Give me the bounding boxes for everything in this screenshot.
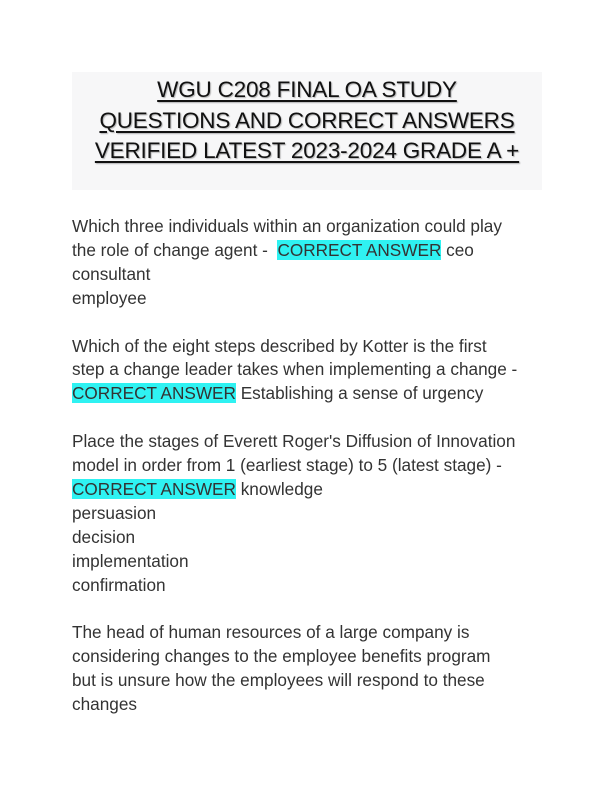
question-line: changes: [72, 694, 137, 715]
answer-line: consultant: [72, 263, 151, 284]
correct-answer-highlight: CORRECT ANSWER: [72, 383, 236, 404]
document-title: [72, 72, 542, 167]
question-line: model in order from 1 (earliest stage) to 5 (latest stage) -: [72, 455, 502, 476]
answer-text: Establishing a sense of urgency: [235, 383, 484, 404]
correct-answer-highlight: CORRECT ANSWER: [72, 478, 236, 499]
title-banner: [72, 72, 542, 190]
answer-line: confirmation: [72, 574, 166, 595]
answer-line: [72, 478, 552, 502]
answer-line: implementation: [72, 550, 189, 571]
answer-text: ceo: [441, 239, 474, 260]
question-line: [72, 239, 552, 263]
qa-list: [72, 215, 552, 741]
question-line: The head of human resources of a large company is: [72, 622, 470, 643]
question-line: Which of the eight steps described by Kotter is the first: [72, 335, 487, 356]
title-line: QUESTIONS AND CORRECT ANSWERS: [99, 107, 515, 133]
question-text: the role of change agent -: [72, 239, 278, 260]
answer-line: employee: [72, 287, 147, 308]
question-line: step a change leader takes when implementing a change -: [72, 359, 518, 380]
question-line: considering changes to the employee benefits program: [72, 646, 491, 667]
qa-item: [72, 215, 552, 311]
question-line: Place the stages of Everett Roger's Diffusion of Innovation: [72, 431, 516, 452]
question-line: but is unsure how the employees will respond to these: [72, 670, 485, 691]
answer-line: decision: [72, 526, 136, 547]
answer-line: [72, 382, 552, 406]
answer-text: knowledge: [235, 478, 323, 499]
title-line: VERIFIED LATEST 2023-2024 GRADE A +: [94, 138, 520, 163]
title-line: WGU C208 FINAL OA STUDY: [157, 77, 457, 102]
question-line: Which three individuals within an organization could play: [72, 216, 502, 236]
answer-line: persuasion: [72, 502, 157, 523]
qa-item: [72, 335, 552, 407]
qa-item: [72, 621, 552, 717]
correct-answer-highlight: CORRECT ANSWER: [277, 239, 442, 260]
qa-item: [72, 430, 552, 597]
